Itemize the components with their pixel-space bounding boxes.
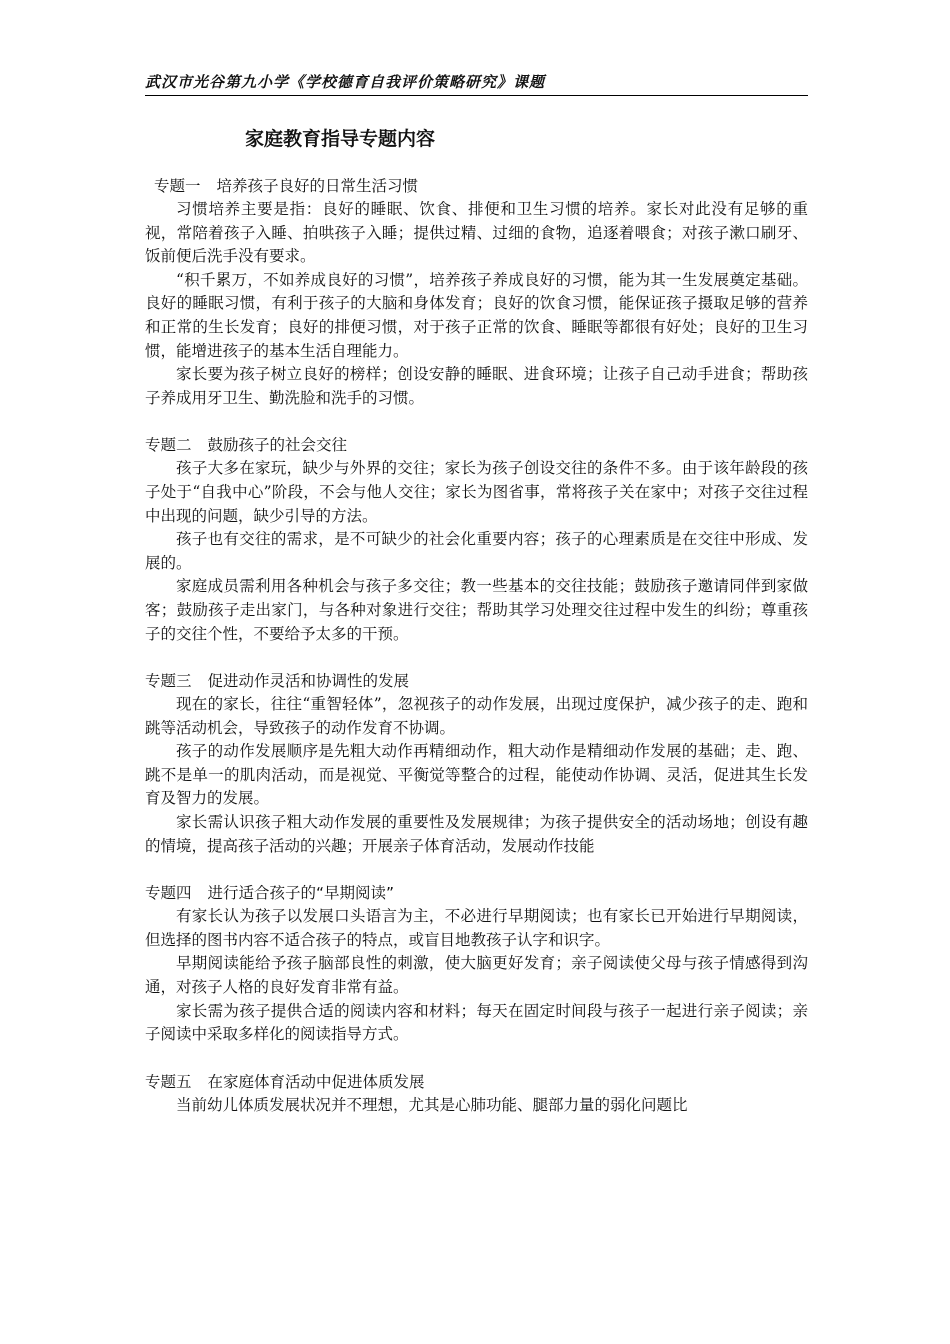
page-header: 武汉市光谷第九小学《学校德育自我评价策略研究》课题 — [145, 73, 546, 91]
header-divider — [145, 95, 808, 96]
section-title: 进行适合孩子的“早期阅读” — [207, 884, 395, 903]
section-title: 培养孩子良好的日常生活习惯 — [216, 177, 419, 195]
section-number: 专题五 — [145, 1072, 192, 1091]
section-heading — [145, 881, 808, 905]
paragraph: 家长要为孩子树立良好的榜样；创设安静的睡眠、进食环境；让孩子自己动手进食；帮助孩子养成用牙卫生、勤洗脸和洗手的习惯。 — [145, 365, 808, 407]
section-title: 促进动作灵活和协调性的发展 — [207, 672, 410, 691]
section-heading — [145, 433, 808, 457]
paragraph: 孩子大多在家玩，缺少与外界的交往；家长为孩子创设交往的条件不多。由于该年龄段的孩子处于“自我中心”阶段，不会与他人交往；家长为图省事，常将孩子关在家中；对孩子交往过程中出现的问题，缺少引导的方法。 — [145, 459, 808, 525]
paragraph: “积千累万，不如养成良好的习惯”，培养孩子养成良好的习惯，能为其一生发展奠定基础。良好的睡眠习惯，有利于孩子的大脑和身体发育；良好的饮食习惯，能保证孩子摄取足够的营养和正常的生长发育；良好的排便习惯，对于孩子正常的饮食、睡眠等都很有好处；良好的卫生习惯，能增进孩子的基本生活自理能力。 — [145, 270, 808, 360]
section-4 — [145, 881, 808, 1047]
document-title: 家庭教育指导专题内容 — [245, 128, 436, 150]
paragraph: 早期阅读能给予孩子脑部良性的刺激，使大脑更好发育；亲子阅读使父母与孩子情感得到沟通，对孩子人格的良好发育非常有益。 — [145, 954, 808, 997]
section-1 — [145, 174, 808, 410]
section-title: 在家庭体育活动中促进体质发展 — [207, 1072, 425, 1091]
paragraph: 家庭成员需利用各种机会与孩子多交往；教一些基本的交往技能；鼓励孩子邀请同伴到家做客；鼓励孩子走出家门，与各种对象进行交往；帮助其学习处理交往过程中发生的纠纷；尊重孩子的交往个性，不要给予太多的干预。 — [145, 577, 808, 643]
section-number: 专题一 — [154, 177, 201, 195]
paragraph: 现在的家长，往往“重智轻体”，忽视孩子的动作发展，出现过度保护，减少孩子的走、跑和跳等活动机会，导致孩子的动作发育不协调。 — [145, 695, 808, 737]
document-body — [145, 174, 808, 1140]
section-2 — [145, 433, 808, 646]
paragraph: 有家长认为孩子以发展口头语言为主，不必进行早期阅读；也有家长已开始进行早期阅读，但选择的图书内容不适合孩子的特点，或盲目地教孩子认字和识字。 — [145, 907, 808, 949]
section-heading — [145, 174, 808, 198]
paragraph: 家长需为孩子提供合适的阅读内容和材料；每天在固定时间段与孩子一起进行亲子阅读；亲子阅读中采取多样化的阅读指导方式。 — [145, 1001, 808, 1044]
section-heading — [145, 1070, 808, 1094]
paragraph: 习惯培养主要是指：良好的睡眠、饮食、排便和卫生习惯的培养。家长对此没有足够的重视，常陪着孩子入睡、拍哄孩子入睡；提供过精、过细的食物，追逐着喂食；对孩子漱口刷牙、饭前便后洗手没有要求。 — [145, 200, 808, 266]
section-3 — [145, 669, 808, 858]
section-5 — [145, 1070, 808, 1118]
section-heading — [145, 669, 808, 693]
section-title: 鼓励孩子的社会交往 — [207, 436, 348, 455]
section-number: 专题二 — [145, 436, 192, 455]
paragraph: 孩子也有交往的需求，是不可缺少的社会化重要内容；孩子的心理素质是在交往中形成、发展的。 — [145, 530, 808, 572]
paragraph: 家长需认识孩子粗大动作发展的重要性及发展规律；为孩子提供安全的活动场地；创设有趣的情境，提高孩子活动的兴趣；开展亲子体育活动，发展动作技能 — [145, 813, 808, 855]
section-number: 专题四 — [145, 884, 192, 903]
section-number: 专题三 — [145, 672, 192, 691]
paragraph: 当前幼儿体质发展状况并不理想，尤其是心肺功能、腿部力量的弱化问题比 — [176, 1095, 688, 1114]
paragraph: 孩子的动作发展顺序是先粗大动作再精细动作，粗大动作是精细动作发展的基础；走、跑、跳不是单一的肌肉活动，而是视觉、平衡觉等整合的过程，能使动作协调、灵活，促进其生长发育及智力的发展。 — [145, 742, 808, 808]
